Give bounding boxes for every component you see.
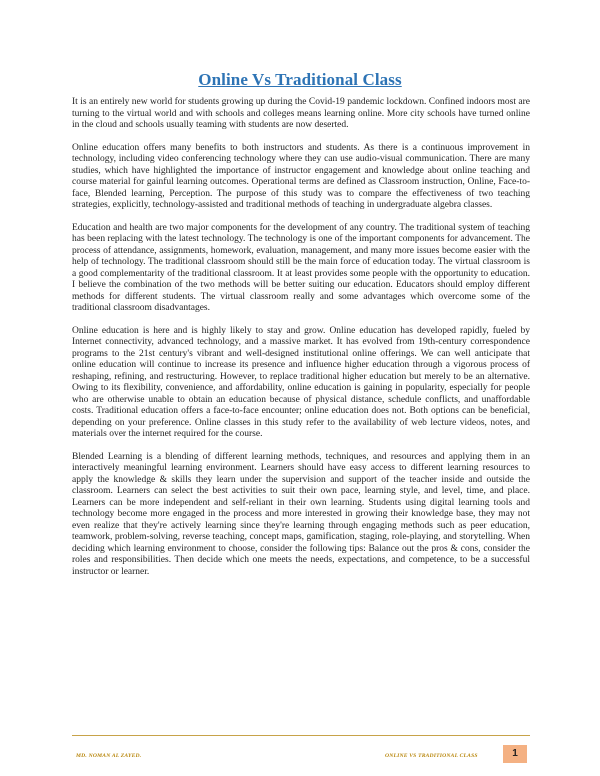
paragraph-5: Blended Learning is a blending of different learning methods, techniques, and resources and applying them in an interactively meaningful learning environment. Learners should have easy access to different learning resources to apply the knowledge & skills they learn under the supervision and support of the teacher inside and outside the classroom. Learners can select the best activities to suit their own pace, learning style, and level, time, and place. Learners can be more independent and self-reliant in their own learning. Students using digital learning tools and technology become more engaged in the process and more interested in growing their knowledge base, they may not even realize that they're actively learning since they're learning through engaging methods such as peer education, teamwork, problem-solving, reverse teaching, concept maps, gamification, staging, role-playing, and storytelling. When deciding which learning environment to choose, consider the following tips: Balance out the pros & cons, consider the roles and responsibilities. Then decide which one meets the needs, expectations, and competence, to be a successful instructor or learner.: [72, 451, 530, 577]
document-body: [72, 97, 530, 589]
document-title: Online Vs Traditional Class: [198, 70, 402, 89]
footer-divider: [72, 735, 530, 736]
paragraph-4: Online education is here and is highly likely to stay and grow. Online education has developed rapidly, fueled by Internet connectivity, advanced technology, and a massive market. It has evolved from 19th-century correspondence programs to the 21st century's vibrant and well-designed institutional online offerings. We can well anticipate that online education will continue to increase its presence and influence higher education through a vigorous process of reshaping, refining, and restructuring. However, to replace traditional higher education but merely to be an alternative. Owing to its flexibility, convenience, and affordability, online education is gaining in popularity, especially for people who are otherwise unable to obtain an education because of physical distance, schedule conflicts, and unaffordable costs. Traditional education offers a face-to-face encounter; online education does not. Both options can be beneficial, depending on your preference. Online classes in this study refer to the availability of web lecture videos, notes, and materials over the internet required for the course.: [72, 325, 530, 439]
paragraph-3: Education and health are two major components for the development of any country. The traditional system of teaching has been replacing with the latest technology. The technology is one of the important components for advancement. The process of attendance, assignments, homework, evaluation, management, and many more issues become easier with the help of technology. The traditional classroom should still be the main force of education today. The virtual classroom is a good complementarity of the traditional classroom. It at least provides some people with the opportunity to education. I believe the combination of the two methods will be better suiting our education. Educators should employ different methods for different students. The virtual classroom really and some advantages which overcome some of the traditional classroom disadvantages.: [72, 222, 530, 313]
paragraph-1: It is an entirely new world for students growing up during the Covid-19 pandemic lockdown. Confined indoors most are turning to the virtual world and with schools and colleges means learning online. More city schools have turned online in the cloud and schools usually teaming with students are now deserted.: [72, 97, 530, 130]
footer-running-title: ONLINE VS TRADITIONAL CLASS: [385, 753, 478, 759]
footer-author: MD. NOMAN AL ZAYED.: [76, 753, 142, 759]
page-number-badge: 1: [503, 745, 527, 763]
paragraph-2: Online education offers many benefits to both instructors and students. As there is a continuous improvement in technology, including video conferencing technology where they can use audio-visual communication. There are many studies, which have highlighted the importance of instructor engagement and knowledge about online teaching and course material for gainful learning outcomes. Operational terms are defined as Classroom instruction, Online, Face-to-face, Blended learning, Perception. The purpose of this study was to compare the effectiveness of two teaching strategies, explicitly, technology-assisted and traditional methods of teaching in undergraduate algebra classes.: [72, 142, 530, 210]
